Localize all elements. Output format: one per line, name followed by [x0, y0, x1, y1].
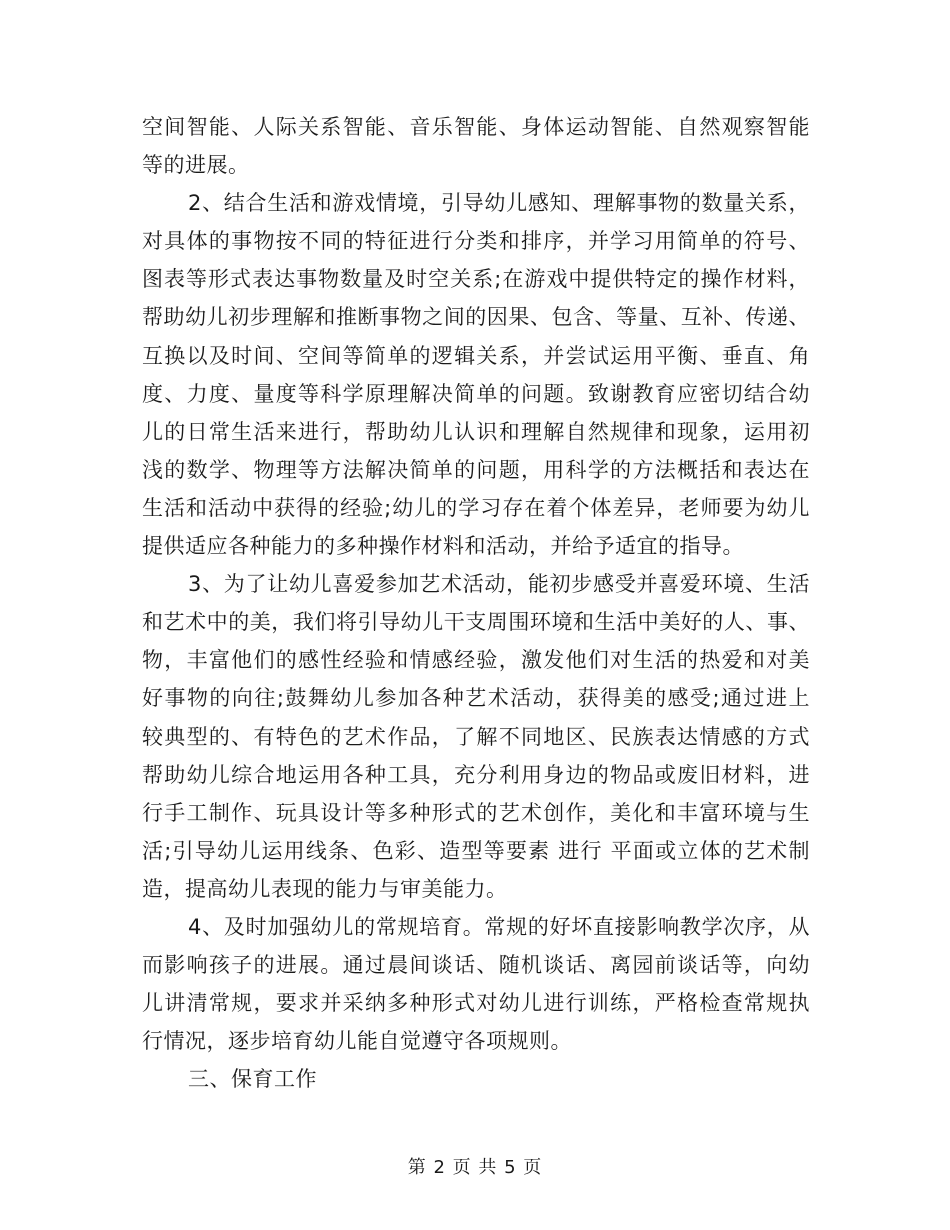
text-line: 度、力度、量度等科学原理解决简单的问题。致谢教育应密切结合幼: [142, 381, 810, 406]
text-line: 而影响孩子的进展。通过晨间谈话、随机谈话、离园前谈话等，向幼: [142, 953, 810, 978]
text-line: 对具体的事物按不同的特征进行分类和排序，并学习用简单的符号、: [142, 229, 810, 254]
section-heading: 三、保育工作: [188, 1067, 317, 1092]
text-line: 图表等形式表达事物数量及时空关系;在游戏中提供特定的操作材料，: [142, 267, 810, 292]
text-line: 浅的数学、物理等方法解决简单的问题，用科学的方法概括和表达在: [142, 457, 810, 482]
text-line: 较典型的、有特色的艺术作品，了解不同地区、民族表达情感的方式: [142, 724, 810, 749]
text-line: 帮助幼儿初步理解和推断事物之间的因果、包含、等量、互补、传递、: [142, 305, 810, 330]
text-line: 提供适应各种能力的多种操作材料和活动，并给予适宜的指导。: [142, 534, 744, 559]
text-line: 儿讲清常规，要求并采纳多种形式对幼儿进行训练，严格检查常规执: [142, 991, 810, 1016]
text-line: 儿的日常生活来进行，帮助幼儿认识和理解自然规律和现象，运用初: [142, 419, 810, 444]
text-line: 等的进展。: [142, 153, 250, 178]
text-line: 活;引导幼儿运用线条、色彩、造型等要素 进行 平面或立体的艺术制: [142, 838, 810, 863]
text-line: 物，丰富他们的感性经验和情感经验，激发他们对生活的热爱和对美: [142, 648, 810, 673]
text-line: 造，提高幼儿表现的能力与审美能力。: [142, 876, 508, 901]
text-line: 空间智能、人际关系智能、音乐智能、身体运动智能、自然观察智能: [142, 115, 810, 139]
page-number-footer: 第 2 页 共 5 页: [407, 1157, 543, 1178]
text-line: 好事物的向往;鼓舞幼儿参加各种艺术活动，获得美的感受;通过进上: [142, 686, 810, 711]
paragraph-start-line: 3、为了让幼儿喜爱参加艺术活动，能初步感受并喜爱环境、生活: [188, 572, 810, 597]
text-line: 互换以及时间、空间等简单的逻辑关系，并尝试运用平衡、垂直、角: [142, 343, 810, 368]
text-line: 帮助幼儿综合地运用各种工具，充分利用身边的物品或废旧材料，进: [142, 762, 810, 787]
text-line: 生活和活动中获得的经验;幼儿的学习存在着个体差异，老师要为幼儿: [142, 495, 810, 520]
text-line: 行手工制作、玩具设计等多种形式的艺术创作，美化和丰富环境与生: [142, 800, 810, 825]
paragraph-start-line: 4、及时加强幼儿的常规培育。常规的好坏直接影响教学次序，从: [188, 914, 810, 939]
text-line: 行情况，逐步培育幼儿能自觉遵守各项规则。: [142, 1029, 572, 1054]
paragraph-start-line: 2、结合生活和游戏情境，引导幼儿感知、理解事物的数量关系，: [188, 191, 810, 216]
text-line: 和艺术中的美，我们将引导幼儿干支周围环境和生活中美好的人、事、: [142, 610, 810, 635]
body-text: [142, 108, 810, 1098]
